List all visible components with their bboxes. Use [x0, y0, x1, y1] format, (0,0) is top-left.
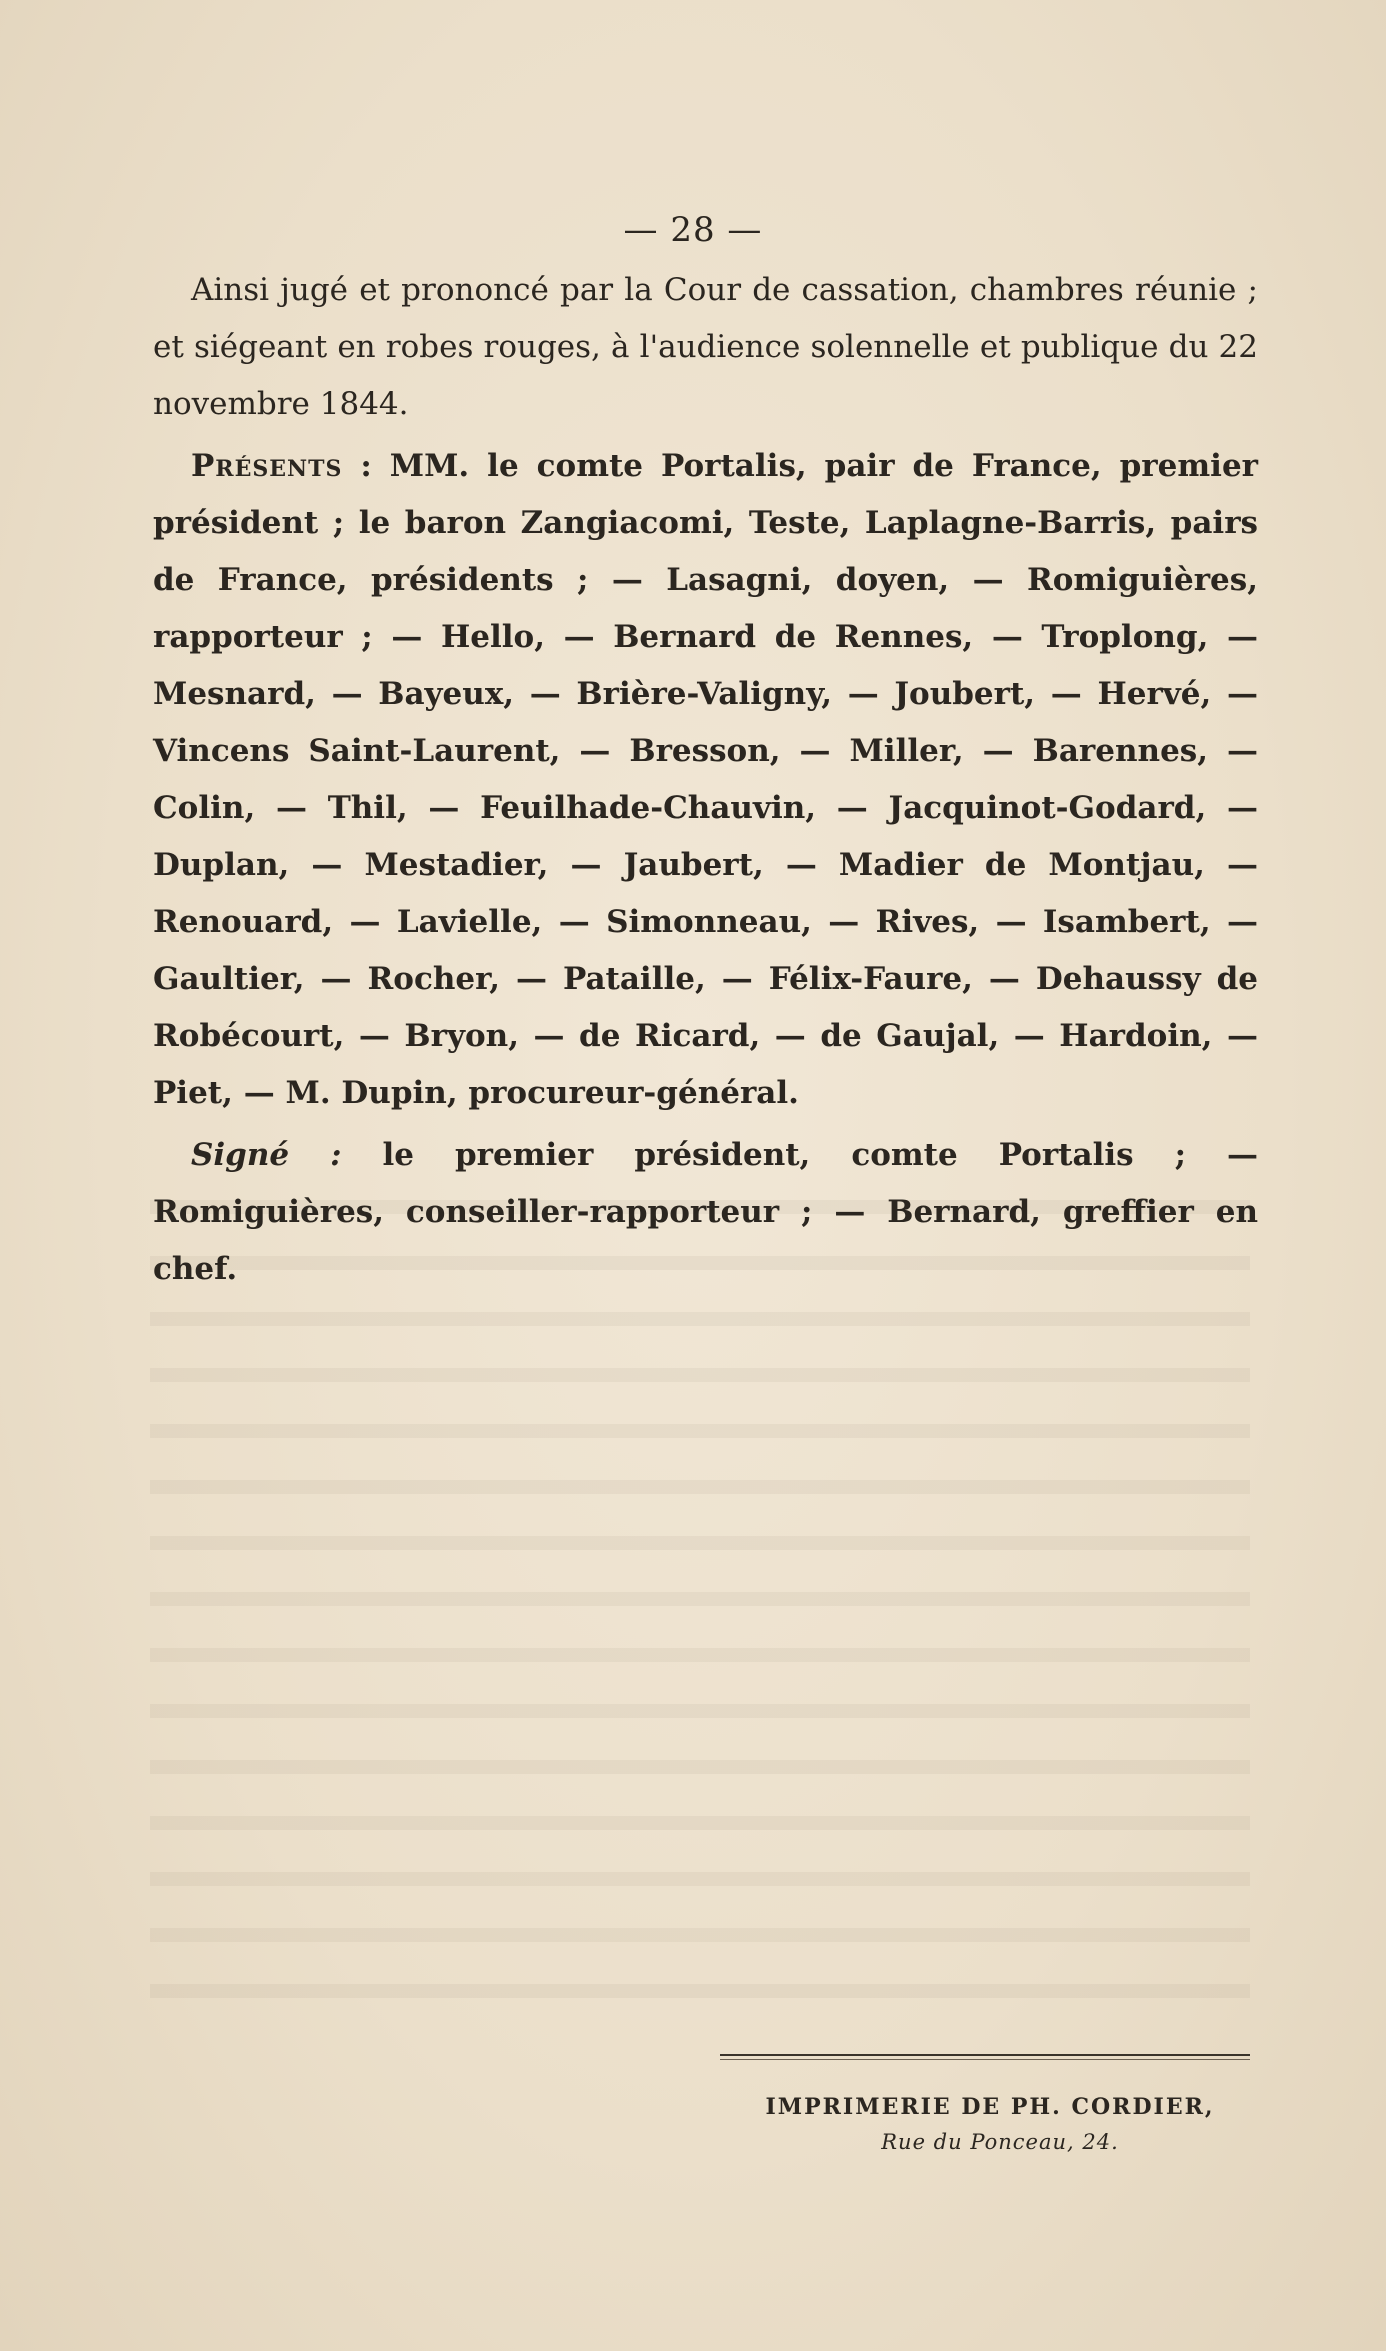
imprint-rule — [720, 2054, 1250, 2056]
page-number: — 28 — — [623, 210, 763, 250]
judgment-text: Ainsi jugé et prononcé par la Cour de cassation, chambres réunie ; et siégeant en robes rouges, à l'audience solennelle et publique du 22 novembre 1844. — [153, 272, 1258, 422]
imprint-rule-thin — [720, 2059, 1250, 2060]
present-members-text: MM. le comte Portalis, pair de France, premier président ; le baron Zangiacomi, Teste, Laplagne-Barris, pairs de France, présidents ; — Lasagni, doyen, — Romiguières, rapporteur ; — Hello, — Bernard de Rennes, — Troplong, — Mesnard, — Bayeux, — Brière-Valigny, — Joubert, — Hervé, — Vincens Saint-Laurent, — Bresson, — Miller, — Barennes, — Colin, — Thil, — Feuilhade-Chauvin, — Jacquinot-Godard, — Duplan, — Mestadier, — Jaubert, — Madier de Montjau, — Renouard, — Lavielle, — Simonneau, — Rives, — Isambert, — Gaultier, — Rocher, — Pataille, — Félix-Faure, — Dehaussy de Robécourt, — Bryon, — de Ricard, — de Gaujal, — Hardoin, — Piet, — M. Dupin, procureur-général. — [153, 448, 1258, 1111]
signed-label: Signé : — [191, 1137, 342, 1173]
present-label: Présents — [191, 448, 343, 484]
signatures-text: le premier président, comte Portalis ; — Romiguières, conseiller-rapporteur ; — Bernard, greffier en chef. — [153, 1137, 1258, 1287]
present-members-paragraph — [153, 438, 1258, 1122]
present-separator: : — [342, 448, 390, 484]
printer-address: Rue du Ponceau, 24. — [881, 2130, 1119, 2154]
body-text — [153, 262, 1258, 1303]
printer-name: IMPRIMERIE DE PH. CORDIER, — [765, 2094, 1215, 2120]
judgment-paragraph — [153, 262, 1258, 433]
show-through-background — [150, 1200, 1250, 2000]
signatures-paragraph — [153, 1127, 1258, 1298]
